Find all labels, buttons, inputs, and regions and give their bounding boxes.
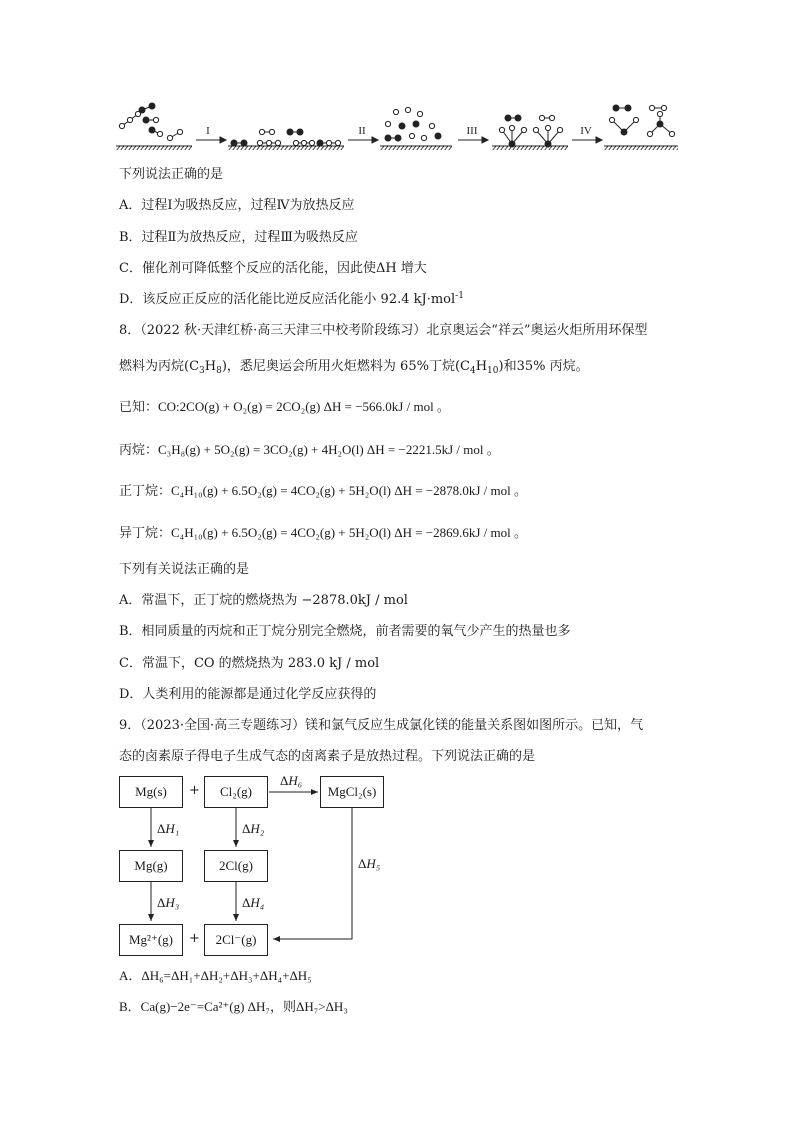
- q9-stem-line-2: 态的卤素原子得电子生成气态的卤离素子是放热过程。下列说法正确的是: [119, 749, 536, 764]
- node-cl-atoms: 2Cl(g): [204, 850, 268, 882]
- arrow-dh5: [273, 808, 352, 939]
- plus-sign-bottom: +: [189, 931, 200, 946]
- stage-4-molecules: [499, 115, 562, 147]
- stage-2-molecules: [231, 129, 341, 146]
- q9-stem-line-1: 9．（2023·全国·高三专题练习）镁和氯气反应生成氯化镁的能量关系图如图所示。已知，气: [119, 718, 644, 733]
- node-cl-ions: 2Cl⁻(g): [204, 924, 268, 956]
- q7-option-d[interactable]: D．该反应正反应的活化能比逆反应活化能小 92.4 kJ·mol$^{-1}$: [119, 291, 464, 307]
- q8-equation-n-butane: 正丁烷：C₄H₁₀(g) + 6.5O₂(g) = 4CO₂(g) + 5H₂O(l) ΔH = −2878.0kJ / mol 。: [119, 483, 528, 498]
- node-mgcl2-solid: MgCl₂(s): [320, 776, 384, 808]
- stage-1-molecules: [119, 103, 182, 141]
- node-mg-ion: Mg²⁺(g): [119, 924, 183, 956]
- q8-prompt: 下列有关说法正确的是: [119, 562, 250, 577]
- q7-option-c[interactable]: C．催化剂可降低整个反应的活化能，因此使ΔH 增大: [119, 261, 427, 276]
- q9-option-a[interactable]: A．ΔH₆=ΔH₁+ΔH₂+ΔH₃+ΔH₄+ΔH₅: [119, 968, 312, 983]
- step-label-4: IV: [580, 125, 592, 137]
- label-dh5: ΔH₅: [358, 856, 381, 871]
- q8-option-a[interactable]: A．常温下，正丁烷的燃烧热为 −2878.0kJ / mol: [119, 593, 408, 608]
- node-mg-solid: Mg(s): [119, 776, 183, 808]
- q8-option-c[interactable]: C．常温下，CO 的燃烧热为 283.0 kJ / mol: [119, 656, 380, 671]
- reaction-process-diagram: [112, 96, 682, 152]
- q8-option-d[interactable]: D．人类利用的能源都是通过化学反应获得的: [119, 687, 377, 702]
- node-mg-gas: Mg(g): [119, 850, 183, 882]
- q8-equation-isobutane: 异丁烷：C₄H₁₀(g) + 6.5O₂(g) = 4CO₂(g) + 5H₂O(l) ΔH = −2869.6kJ / mol 。: [119, 525, 528, 540]
- node-cl2-gas: Cl₂(g): [204, 776, 268, 808]
- stage-3-atoms: [385, 107, 441, 141]
- q8-equation-propane: 丙烷：C₃H₈(g) + 5O₂(g) = 3CO₂(g) + 4H₂O(l) ΔH = −2221.5kJ / mol 。: [119, 442, 500, 457]
- label-dh6: ΔH₆: [280, 773, 303, 788]
- stage-5-molecules: [609, 105, 674, 137]
- q8-equation-co: 已知：CO:2CO(g) + O₂(g) = 2CO₂(g) ΔH = −566.0kJ / mol 。: [119, 399, 450, 414]
- q7-option-a[interactable]: A．过程Ⅰ为吸热反应，过程Ⅳ为放热反应: [119, 198, 355, 213]
- label-dh4: ΔH₄: [242, 895, 265, 910]
- label-dh1: ΔH₁: [157, 821, 180, 836]
- plus-sign-top: +: [189, 783, 200, 798]
- q9-option-b[interactable]: B．Ca(g)−2e⁻=Ca²⁺(g) ΔH₇，则ΔH₇>ΔH₃: [119, 999, 348, 1014]
- q7-prompt: 下列说法正确的是: [119, 167, 224, 182]
- q8-stem-line-1: 8．（2022 秋·天津红桥·高三天津三中校考阶段练习）北京奥运会“祥云”奥运火炬所用环保型: [119, 323, 648, 338]
- label-dh2: ΔH₂: [242, 821, 265, 836]
- catalyst-surfaces: [116, 146, 678, 150]
- q7-option-b[interactable]: B．过程Ⅱ为放热反应，过程Ⅲ为吸热反应: [119, 230, 358, 245]
- step-label-1: I: [206, 125, 210, 137]
- q8-option-b[interactable]: B．相同质量的丙烷和正丁烷分别完全燃烧，前者需要的氧气少产生的热量也多: [119, 624, 571, 639]
- step-label-3: III: [466, 125, 478, 137]
- step-label-2: II: [358, 125, 366, 137]
- q8-stem-line-2: 燃料为丙烷$(C_3H_8)$，悉尼奥运会所用火炬燃料为 65%丁烷$(C_4H_{10})$和35% 丙烷。: [119, 359, 589, 376]
- label-dh3: ΔH₃: [157, 895, 180, 910]
